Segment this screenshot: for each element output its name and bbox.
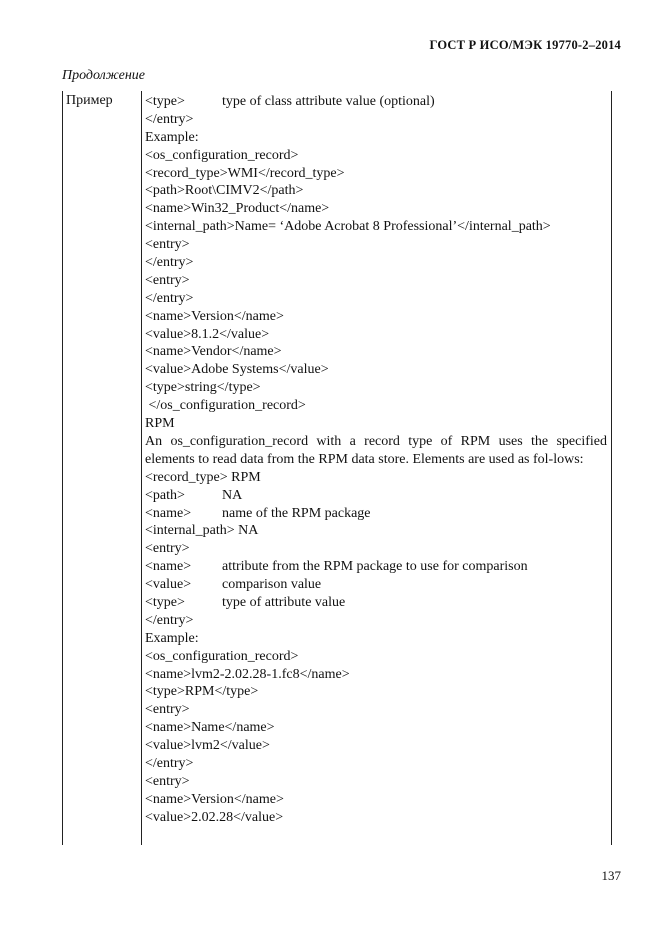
definition-term: <name> [145,505,192,521]
content-line: RPM [145,416,175,432]
continuation-label: Продолжение [62,68,145,83]
content-line: <value>Adobe Systems</value> [145,362,329,378]
example-content [145,93,607,827]
definition-line [145,576,607,594]
content-line: <type>RPM</type> [145,684,259,700]
document-header: ГОСТ Р ИСО/МЭК 19770-2–2014 [429,38,621,52]
table-column-divider [141,91,142,845]
definition-line [145,558,607,576]
definition-term: <type> [145,594,185,610]
definition-description: name of the RPM package [222,505,371,521]
content-line: <os_configuration_record> [145,147,299,163]
content-line: </entry> [145,255,194,271]
content-line: </entry> [145,755,194,771]
content-line: <path>Root\CIMV2</path> [145,183,304,199]
content-line: </entry> [145,111,194,127]
page-number: 137 [601,868,621,883]
definition-term: <path> [145,487,185,503]
content-line: <name>Vendor</name> [145,344,282,360]
content-line: <name>Version</name> [145,308,284,324]
content-line: <name>Win32_Product</name> [145,201,330,217]
content-line: <value>lvm2</value> [145,738,270,754]
content-line: <name>lvm2-2.02.28-1.fc8</name> [145,666,350,682]
content-line: <internal_path>Name= ‘Adobe Acrobat 8 Professional’</internal_path> [145,219,551,235]
example-table [62,91,612,845]
content-line: <entry> [145,541,190,557]
content-paragraph: An os_configuration_record with a record type of RPM uses the specified elements to read data from the RPM data store. Elements are used as fol-lows: [145,433,607,467]
content-line: <os_configuration_record> [145,648,299,664]
content-line: <value>8.1.2</value> [145,326,270,342]
table-border-left [62,91,63,845]
definition-term: <type> [145,94,185,109]
content-line: <entry> [145,237,190,253]
table-border-right [611,91,612,845]
content-line: <name>Name</name> [145,720,275,736]
definition-line [145,505,607,523]
definition-description: attribute from the RPM package to use for comparison [222,559,528,575]
content-line: <entry> [145,702,190,718]
content-line: </os_configuration_record> [145,398,306,414]
content-line: </entry> [145,290,194,306]
content-line: </entry> [145,612,194,628]
content-line: <value>2.02.28</value> [145,809,284,825]
content-line: Example: [145,129,199,145]
definition-term: <value> [145,577,192,593]
definition-line [145,594,607,612]
content-line: Example: [145,630,199,646]
definition-term: <name> [145,559,192,575]
content-line: <internal_path> NA [145,523,259,539]
definition-description: comparison value [222,577,322,593]
content-line: <entry> [145,272,190,288]
content-line: <record_type> RPM [145,469,261,485]
content-line: <entry> [145,773,190,789]
example-label: Пример [66,93,113,108]
definition-line [145,93,607,111]
definition-description: type of attribute value [222,594,346,610]
content-line: <type>string</type> [145,380,261,396]
definition-description: type of class attribute value (optional) [222,94,435,109]
content-line: <record_type>WMI</record_type> [145,165,345,181]
definition-line [145,487,607,505]
definition-description: NA [222,487,243,503]
content-line: <name>Version</name> [145,791,284,807]
